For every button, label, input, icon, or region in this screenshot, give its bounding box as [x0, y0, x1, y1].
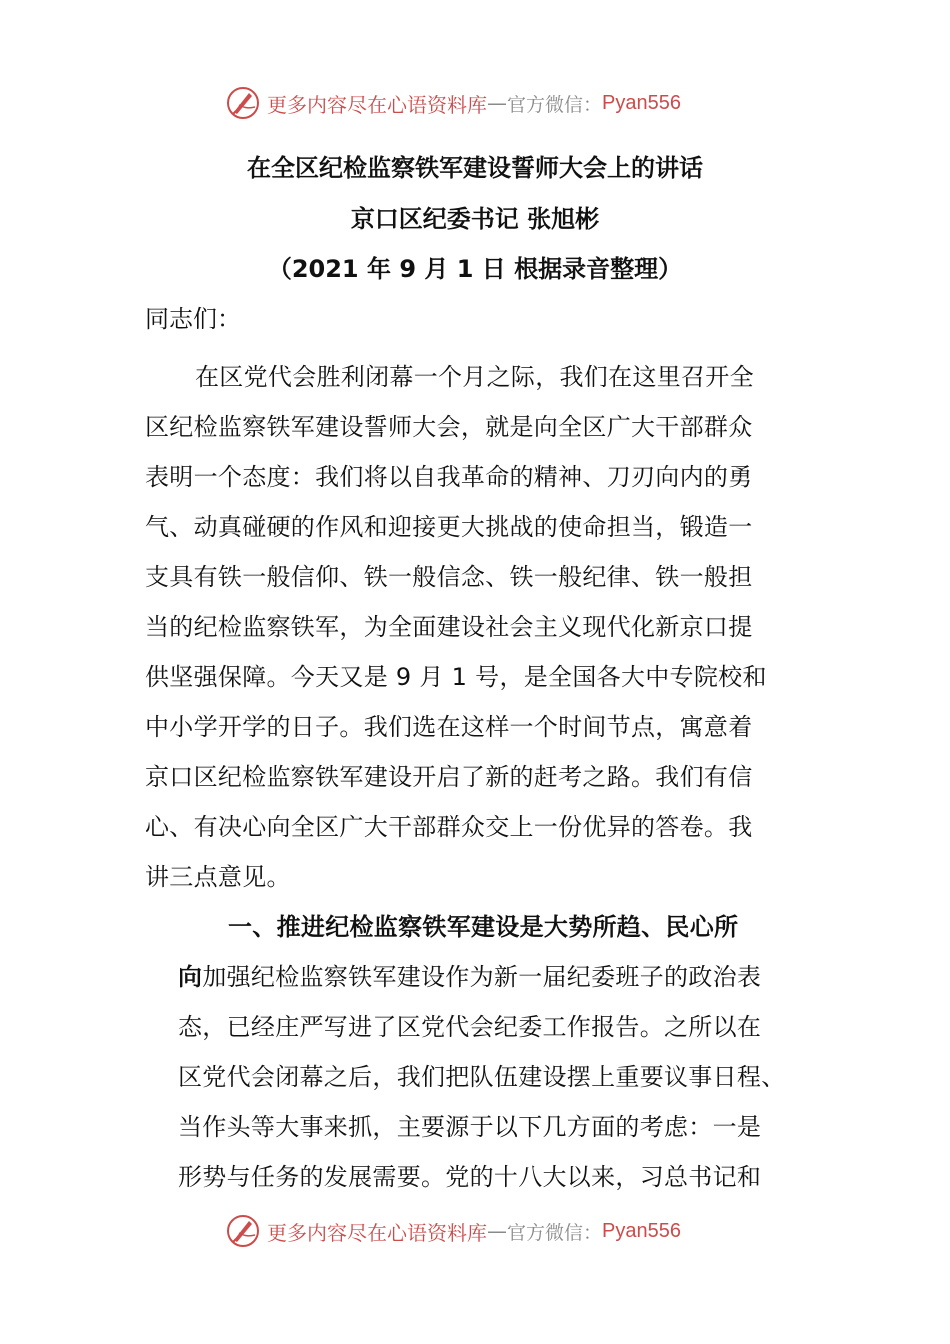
watermark-wechat-label: 官方微信：	[507, 1221, 603, 1244]
watermark-separator: —	[487, 1219, 507, 1243]
paragraph-line: 区纪检监察铁军建设誓师大会，就是向全区广大干部群众	[145, 413, 753, 441]
paragraph-line: 京口区纪检监察铁军建设开启了新的赶考之路。我们有信	[145, 763, 753, 791]
watermark-brand-text: 更多内容尽在心语资料库	[267, 1220, 487, 1245]
paragraph-line: 讲三点意见。	[145, 863, 291, 891]
document-date-note: （2021 年 9 月 1 日 根据录音整理）	[267, 255, 683, 283]
paragraph-line: 形势与任务的发展需要。党的十八大以来，习总书记和	[178, 1163, 762, 1191]
paragraph-line: 当作头等大事来抓，主要源于以下几方面的考虑：一是	[178, 1113, 762, 1141]
paragraph-line: 气、动真碰硬的作风和迎接更大挑战的使命担当，锻造一	[145, 513, 753, 541]
paragraph-line: 当的纪检监察铁军，为全面建设社会主义现代化新京口提	[145, 613, 753, 641]
salutation: 同志们：	[145, 305, 241, 333]
paragraph-line: 区党代会闭幕之后，我们把队伍建设摆上重要议事日程、	[178, 1063, 786, 1091]
header-watermark	[225, 83, 745, 123]
document-title: 在全区纪检监察铁军建设誓师大会上的讲话	[247, 154, 703, 182]
section-heading-tail: 向	[178, 963, 203, 991]
section-one	[178, 902, 818, 1202]
watermark-wechat-id: Pyan556	[602, 1219, 681, 1242]
paragraph-line: 中小学开学的日子。我们选在这样一个时间节点，寓意着	[145, 713, 753, 741]
intro-paragraph	[145, 352, 790, 902]
document-speaker: 京口区纪委书记 张旭彬	[350, 205, 600, 233]
paragraph-line: 表明一个态度：我们将以自我革命的精神、刀刃向内的勇	[145, 463, 753, 491]
quill-pen-logo-icon	[225, 85, 261, 121]
watermark-brand-text: 更多内容尽在心语资料库	[267, 92, 487, 117]
quill-pen-logo-icon	[225, 1213, 261, 1249]
watermark-wechat-label: 官方微信：	[507, 93, 603, 116]
paragraph-line: 态，已经庄严写进了区党代会纪委工作报告。之所以在	[178, 1013, 762, 1041]
paragraph-line: 支具有铁一般信仰、铁一般信念、铁一般纪律、铁一般担	[145, 563, 753, 591]
paragraph-line: 供坚强保障。今天又是 9 月 1 号，是全国各大中专院校和	[145, 663, 767, 691]
paragraph-line: 在区党代会胜利闭幕一个月之际，我们在这里召开全	[195, 363, 754, 391]
section-first-line	[178, 952, 818, 1002]
watermark-separator: —	[487, 91, 507, 115]
watermark-wechat-id: Pyan556	[602, 91, 681, 114]
section-heading: 一、推进纪检监察铁军建设是大势所趋、民心所	[228, 913, 739, 941]
paragraph-line: 心、有决心向全区广大干部群众交上一份优异的答卷。我	[145, 813, 753, 841]
footer-watermark	[225, 1211, 745, 1251]
paragraph-line: 加强纪检监察铁军建设作为新一届纪委班子的政治表	[202, 963, 762, 991]
